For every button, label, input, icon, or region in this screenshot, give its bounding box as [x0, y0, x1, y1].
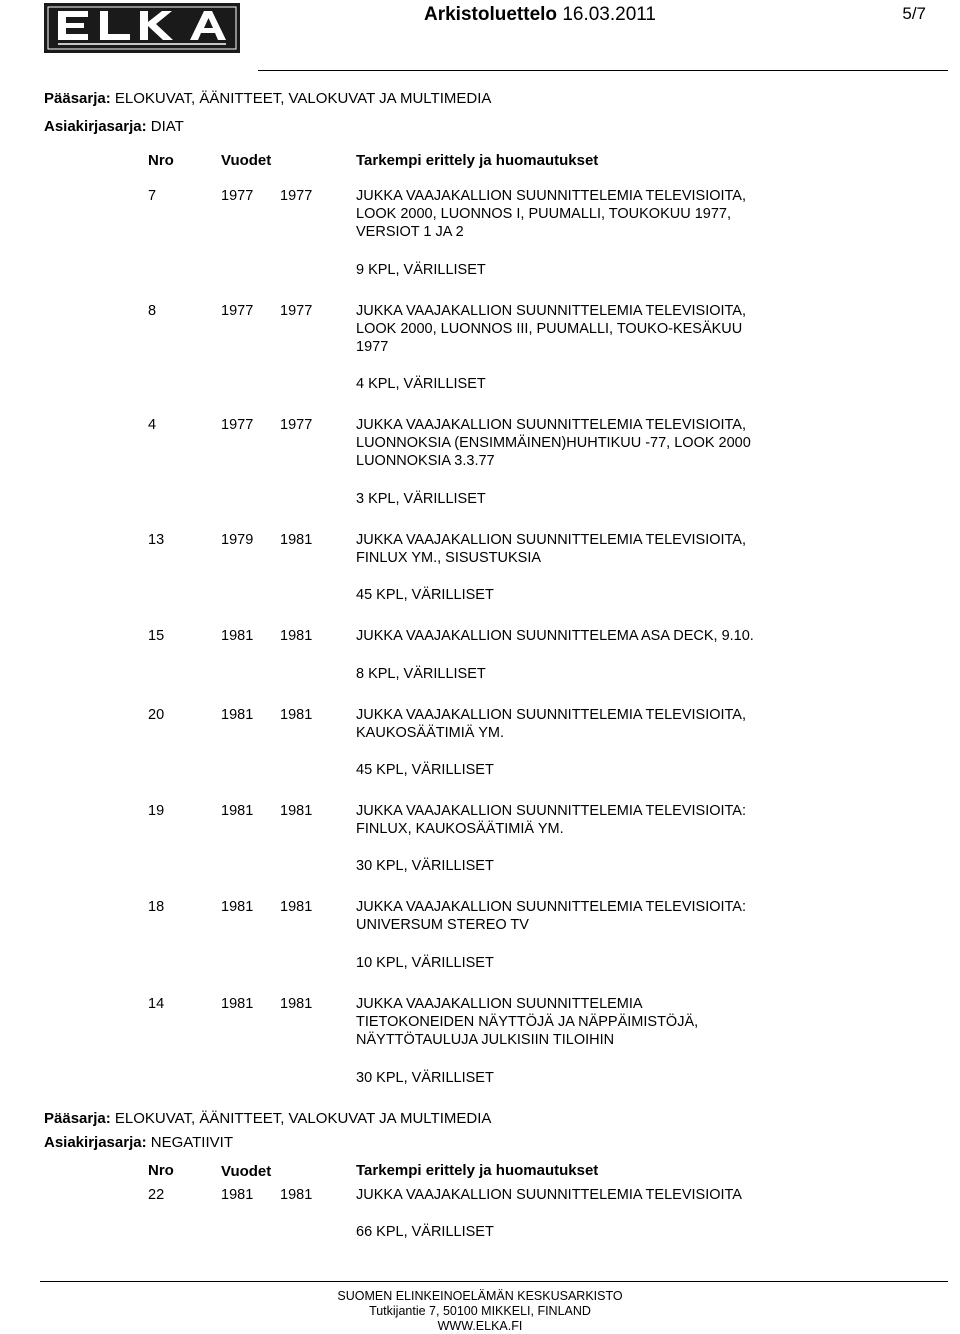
record-number: 14: [148, 996, 165, 1012]
asiakirjasarja-value: DIAT: [150, 118, 184, 135]
record-end-year: 1977: [280, 417, 313, 433]
asiakirjasarja-label: Asiakirjasarja:: [44, 118, 147, 135]
record-start-year: 1979: [221, 532, 254, 548]
paasarja-label: Pääsarja:: [44, 90, 111, 107]
column-header-tarkempi-2: Tarkempi erittely ja huomautukset: [356, 1162, 599, 1179]
record-quantity: 66 KPL, VÄRILLISET: [356, 1224, 494, 1240]
record-description-line: UNIVERSUM STEREO TV: [356, 917, 529, 933]
record-number: 18: [148, 899, 165, 915]
record-description-line: FINLUX, KAUKOSÄÄTIMIÄ YM.: [356, 821, 564, 837]
record-description-line: JUKKA VAAJAKALLION SUUNNITTELEMIA TELEVISIOITA,: [356, 188, 747, 204]
record-description-line: LOOK 2000, LUONNOS I, PUUMALLI, TOUKOKUU 1977,: [356, 206, 731, 222]
column-header-nro: Nro: [148, 152, 174, 169]
record-description: [356, 898, 746, 934]
record-description-line: JUKKA VAAJAKALLION SUUNNITTELEMIA TELEVISIOITA:: [356, 803, 747, 819]
record-quantity: 30 KPL, VÄRILLISET: [356, 858, 494, 874]
document-date: 16.03.2011: [562, 4, 656, 25]
record-start-year: 1981: [221, 899, 254, 915]
asiakirjasarja-line: [44, 118, 184, 135]
record-start-year: 1981: [221, 628, 254, 644]
record-start-year: 1981: [221, 996, 254, 1012]
record-end-year: 1981: [280, 628, 313, 644]
record-number: 8: [148, 303, 157, 319]
record-description-line: KAUKOSÄÄTIMIÄ YM.: [356, 725, 504, 741]
footer-website: WWW.ELKA.FI: [437, 1319, 523, 1333]
record-description: [356, 627, 754, 645]
record-end-year: 1981: [280, 1187, 313, 1203]
record-description-line: JUKKA VAAJAKALLION SUUNNITTELEMIA TELEVISIOITA,: [356, 417, 747, 433]
column-header-tarkempi: Tarkempi erittely ja huomautukset: [356, 152, 599, 169]
record-start-year: 1981: [221, 803, 254, 819]
record-description-line: LUONNOKSIA (ENSIMMÄINEN)HUHTIKUU -77, LOOK 2000: [356, 435, 751, 451]
archive-list-title: Arkistoluettelo: [424, 4, 558, 25]
footer-organization: SUOMEN ELINKEINOELÄMÄN KESKUSARKISTO: [337, 1289, 623, 1303]
footer-divider: [40, 1281, 948, 1282]
record-description-line: JUKKA VAAJAKALLION SUUNNITTELEMA ASA DECK, 9.10.: [356, 628, 754, 644]
asiakirjasarja-line-2: [44, 1134, 233, 1151]
record-quantity: 9 KPL, VÄRILLISET: [356, 262, 486, 278]
record-description-line: LUONNOKSIA 3.3.77: [356, 453, 495, 469]
record-end-year: 1981: [280, 899, 313, 915]
record-start-year: 1981: [221, 707, 254, 723]
record-number: 4: [148, 417, 157, 433]
record-description: [356, 995, 698, 1049]
record-number: 19: [148, 803, 165, 819]
paasarja-value: ELOKUVAT, ÄÄNITTEET, VALOKUVAT JA MULTIMEDIA: [114, 1110, 492, 1127]
header-divider: [258, 70, 948, 71]
record-end-year: 1981: [280, 803, 313, 819]
record-start-year: 1977: [221, 303, 254, 319]
column-header-vuodet: Vuodet: [221, 152, 272, 169]
record-description-line: NÄYTTÖTAULUJA JULKISIIN TILOIHIN: [356, 1032, 615, 1048]
document-title: [424, 4, 656, 26]
record-description: [356, 1186, 742, 1204]
record-description-line: 1977: [356, 339, 389, 355]
record-quantity: 3 KPL, VÄRILLISET: [356, 491, 486, 507]
record-description: [356, 531, 746, 567]
record-end-year: 1981: [280, 532, 313, 548]
record-start-year: 1977: [221, 188, 254, 204]
record-quantity: 10 KPL, VÄRILLISET: [356, 955, 494, 971]
paasarja-line-2: [44, 1110, 491, 1127]
record-description: [356, 416, 751, 470]
record-description-line: TIETOKONEIDEN NÄYTTÖJÄ JA NÄPPÄIMISTÖJÄ,: [356, 1014, 699, 1030]
record-number: 15: [148, 628, 165, 644]
record-quantity: 8 KPL, VÄRILLISET: [356, 666, 486, 682]
record-description: [356, 302, 746, 356]
elka-logo: [44, 3, 240, 53]
record-description-line: FINLUX YM., SISUSTUKSIA: [356, 550, 542, 566]
record-description-line: JUKKA VAAJAKALLION SUUNNITTELEMIA TELEVISIOITA,: [356, 532, 747, 548]
paasarja-line: [44, 90, 491, 107]
paasarja-label: Pääsarja:: [44, 1110, 111, 1127]
record-end-year: 1977: [280, 303, 313, 319]
asiakirjasarja-value: NEGATIIVIT: [150, 1134, 233, 1151]
column-header-nro-2: Nro: [148, 1162, 174, 1179]
record-number: 7: [148, 188, 157, 204]
record-number: 20: [148, 707, 165, 723]
page-number: 5/7: [902, 4, 926, 23]
record-description-line: JUKKA VAAJAKALLION SUUNNITTELEMIA TELEVISIOITA,: [356, 707, 747, 723]
record-quantity: 30 KPL, VÄRILLISET: [356, 1070, 494, 1086]
record-description: [356, 187, 746, 241]
record-description-line: JUKKA VAAJAKALLION SUUNNITTELEMIA TELEVISIOITA: [356, 1187, 742, 1203]
asiakirjasarja-label: Asiakirjasarja:: [44, 1134, 147, 1151]
record-end-year: 1981: [280, 996, 313, 1012]
footer-address: Tutkijantie 7, 50100 MIKKELI, FINLAND: [369, 1304, 591, 1318]
record-description: [356, 802, 746, 838]
record-end-year: 1977: [280, 188, 313, 204]
record-description-line: JUKKA VAAJAKALLION SUUNNITTELEMIA TELEVISIOITA:: [356, 899, 747, 915]
record-quantity: 4 KPL, VÄRILLISET: [356, 376, 486, 392]
record-quantity: 45 KPL, VÄRILLISET: [356, 762, 494, 778]
record-end-year: 1981: [280, 707, 313, 723]
column-header-vuodet-2: Vuodet: [221, 1163, 272, 1180]
record-description-line: JUKKA VAAJAKALLION SUUNNITTELEMIA TELEVISIOITA,: [356, 303, 747, 319]
record-number: 22: [148, 1187, 165, 1203]
record-description: [356, 706, 746, 742]
record-number: 13: [148, 532, 165, 548]
record-description-line: LOOK 2000, LUONNOS III, PUUMALLI, TOUKO-KESÄKUU: [356, 321, 743, 337]
paasarja-value: ELOKUVAT, ÄÄNITTEET, VALOKUVAT JA MULTIMEDIA: [114, 90, 492, 107]
record-start-year: 1981: [221, 1187, 254, 1203]
record-description-line: VERSIOT 1 JA 2: [356, 224, 464, 240]
record-start-year: 1977: [221, 417, 254, 433]
record-description-line: JUKKA VAAJAKALLION SUUNNITTELEMIA: [356, 996, 643, 1012]
record-quantity: 45 KPL, VÄRILLISET: [356, 587, 494, 603]
